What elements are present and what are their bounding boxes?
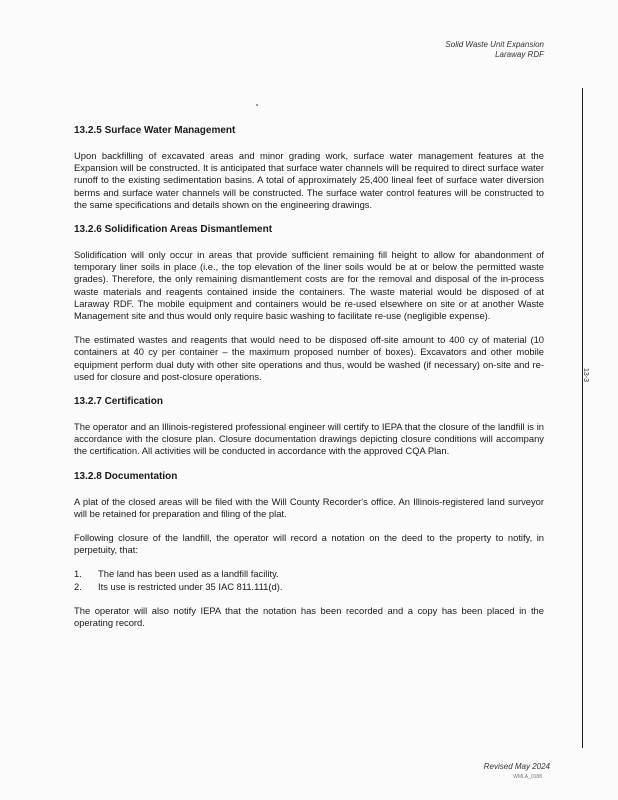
margin-change-bar — [582, 88, 583, 748]
section-heading: 13.2.7 Certification — [74, 396, 163, 408]
paragraph: Solidification will only occur in areas that provide sufficient remaining fill height to allow for abandonment of temporary liner soils in place (i.e., the top elevation of the liner soils would be at or below the permitted waste grades). Therefore, the only remaining dismantlement costs are for the removal and disposal of the in-process waste materials and reagents contained inside the containers. The waste material would be disposed of at Laraway RDF. The mobile equipment and containers would be re-used elsewhere on site or at another Waste Management site and thus would only require basic washing to facilitate re-use (negligible expense). — [74, 249, 544, 322]
revision-date: Revised May 2024 — [483, 762, 550, 771]
section-surface-water — [74, 124, 544, 211]
list-text: Its use is restricted under 35 IAC 811.111(d). — [98, 580, 283, 592]
paragraph: Upon backfilling of excavated areas and minor grading work, surface water management features at the Expansion will be constructed. It is anticipated that surface water channels will be required to direct surface water runoff to the existing sedimentation basins. A total of approximately 25,400 lineal feet of surface water diversion berms and surface water channels will be constructed. The surface water control features will be constructed to the same specifications and details shown on the engineering drawings. — [74, 150, 544, 210]
header-site: Laraway RDF — [495, 50, 544, 59]
scan-speck — [256, 104, 258, 106]
bates-stamp: WMLA_0188 — [513, 774, 542, 780]
list-item — [74, 568, 544, 580]
document-body — [74, 124, 544, 641]
section-solidification — [74, 223, 544, 383]
paragraph: Following closure of the landfill, the operator will record a notation on the deed to the property to notify, in perpetuity, that: — [74, 532, 544, 556]
list-number: 2. — [74, 580, 82, 592]
paragraph: The operator will also notify IEPA that the notation has been recorded and a copy has been placed in the operating record. — [74, 604, 544, 629]
section-heading: 13.2.5 Surface Water Management — [74, 125, 236, 136]
paragraph: A plat of the closed areas will be filed with the Will County Recorder's office. An Illinois-registered land surveyor will be retained for preparation and filing of the plat. — [74, 495, 544, 519]
list-text: The land has been used as a landfill facility. — [98, 568, 279, 580]
paragraph: The estimated wastes and reagents that would need to be disposed off-site amount to 400 cy of material (10 containers at 40 cy per container – the maximum proposed number of boxes). Excavators and other mobile equipment perform dual duty with other site operations and thus, would be washed (if necessary) on-site and re-used for closure and post-closure operations. — [74, 334, 544, 382]
section-documentation — [74, 470, 544, 630]
paragraph: The operator and an Illinois-registered professional engineer will certify to IEPA that the closure of the landfill is in accordance with the closure plan. Closure documentation drawings depicting closure conditions will accompany the certification. All activities will be conducted in accordance with the approved CQA Plan. — [74, 421, 544, 457]
notation-list — [74, 568, 544, 592]
running-header — [445, 40, 544, 60]
list-number: 1. — [74, 568, 82, 580]
header-project: Solid Waste Unit Expansion — [445, 40, 544, 49]
section-certification — [74, 395, 544, 458]
section-heading: 13.2.8 Documentation — [74, 470, 178, 482]
list-item — [74, 581, 544, 593]
section-heading: 13.2.6 Solidification Areas Dismantlement — [74, 224, 273, 236]
side-page-label: 13-3 — [582, 368, 589, 383]
